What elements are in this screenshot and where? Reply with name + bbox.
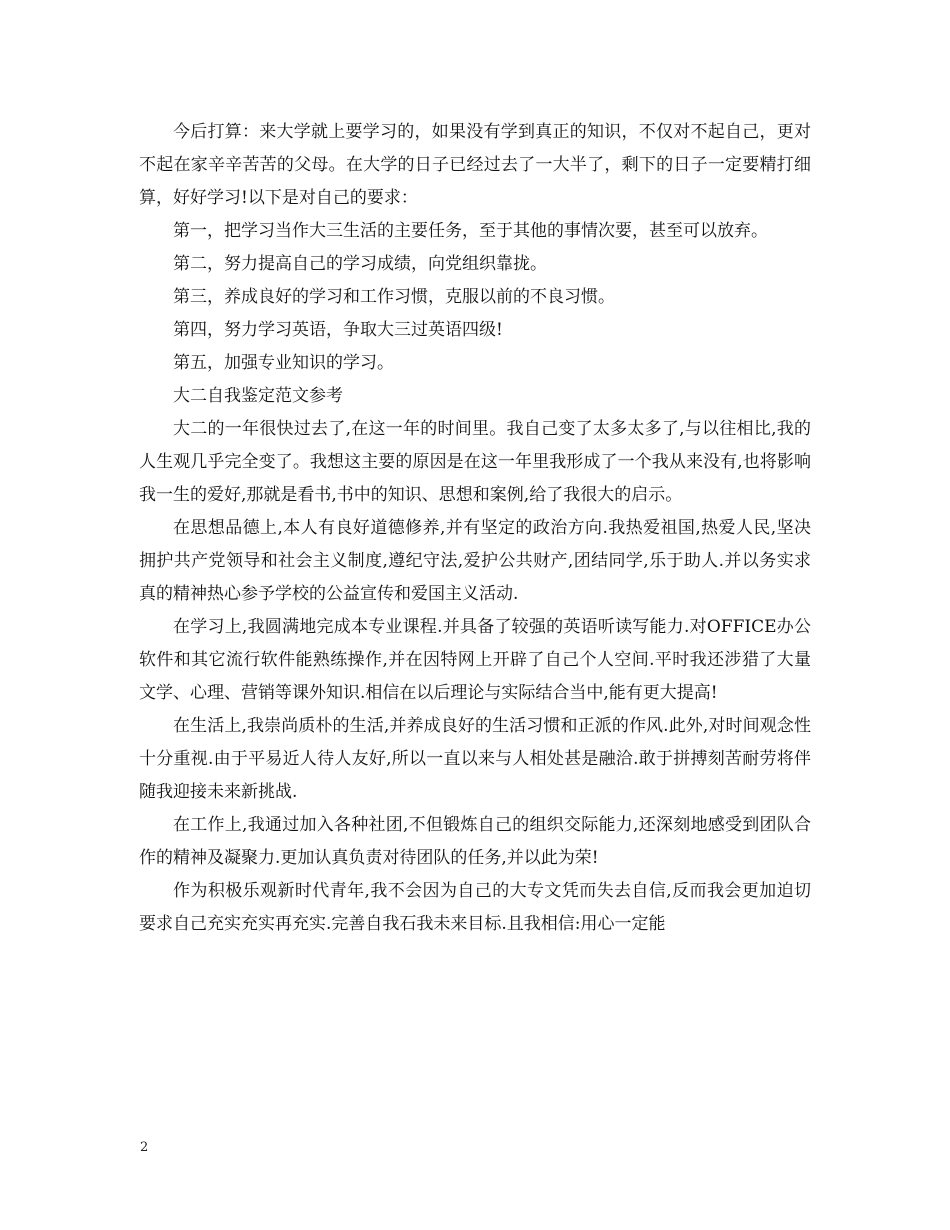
section-heading: 大二自我鉴定范文参考 [173, 386, 343, 406]
paragraph-intro: 大二的一年很快过去了,在这一年的时间里。我自己变了太多太多了,与以往相比,我的人生观几乎完全变了。我想这主要的原因是在这一年里我形成了一个我从来没有,也将影响我一生的爱好,那就是看书,书中的知识、思想和案例,给了我很大的启示。 [139, 419, 811, 505]
document-body [139, 116, 811, 941]
paragraph-study: 在学习上,我圆满地完成本专业课程.并具备了较强的英语听读写能力.对OFFICE办公软件和其它流行软件能熟练操作,并在因特网上开辟了自己个人空间.平时我还涉猎了大量文学、心理、营销等课外知识.相信在以后理论与实际结合当中,能有更大提高! [139, 617, 811, 703]
paragraph-goal-5: 第五，加强专业知识的学习。 [173, 353, 394, 373]
paragraph-goal-3: 第三，养成良好的学习和工作习惯，克服以前的不良习惯。 [173, 287, 615, 307]
paragraph-goal-1: 第一，把学习当作大三生活的主要任务，至于其他的事情次要，甚至可以放弃。 [173, 221, 768, 241]
paragraph-life: 在生活上,我崇尚质朴的生活,并养成良好的生活习惯和正派的作风.此外,对时间观念性十分重视.由于平易近人待人友好,所以一直以来与人相处甚是融洽.敢于拼搏刻苦耐劳将伴随我迎接未来新挑战. [139, 716, 811, 802]
paragraph-plans: 今后打算：来大学就上要学习的，如果没有学到真正的知识，不仅对不起自己，更对不起在家辛辛苦苦的父母。在大学的日子已经过去了一大半了，剩下的日子一定要精打细算，好好学习!以下是对自己的要求： [139, 122, 811, 208]
paragraph-goal-4: 第四，努力学习英语，争取大三过英语四级! [173, 320, 503, 340]
paragraph-outlook: 作为积极乐观新时代青年,我不会因为自己的大专文凭而失去自信,反而我会更加迫切要求自己充实充实再充实.完善自我石我未来目标.且我相信:用心一定能 [139, 881, 811, 934]
paragraph-ideology: 在思想品德上,本人有良好道德修养,并有坚定的政治方向.我热爱祖国,热爱人民,坚决拥护共产党领导和社会主义制度,遵纪守法,爱护公共财产,团结同学,乐于助人.并以务实求真的精神热心参予学校的公益宣传和爱国主义活动. [139, 518, 811, 604]
page-number: 2 [140, 1140, 149, 1155]
paragraph-goal-2: 第二，努力提高自己的学习成绩，向党组织靠拢。 [173, 254, 547, 274]
paragraph-work: 在工作上,我通过加入各种社团,不但锻炼自己的组织交际能力,还深刻地感受到团队合作的精神及凝聚力.更加认真负责对待团队的任务,并以此为荣! [139, 815, 811, 868]
